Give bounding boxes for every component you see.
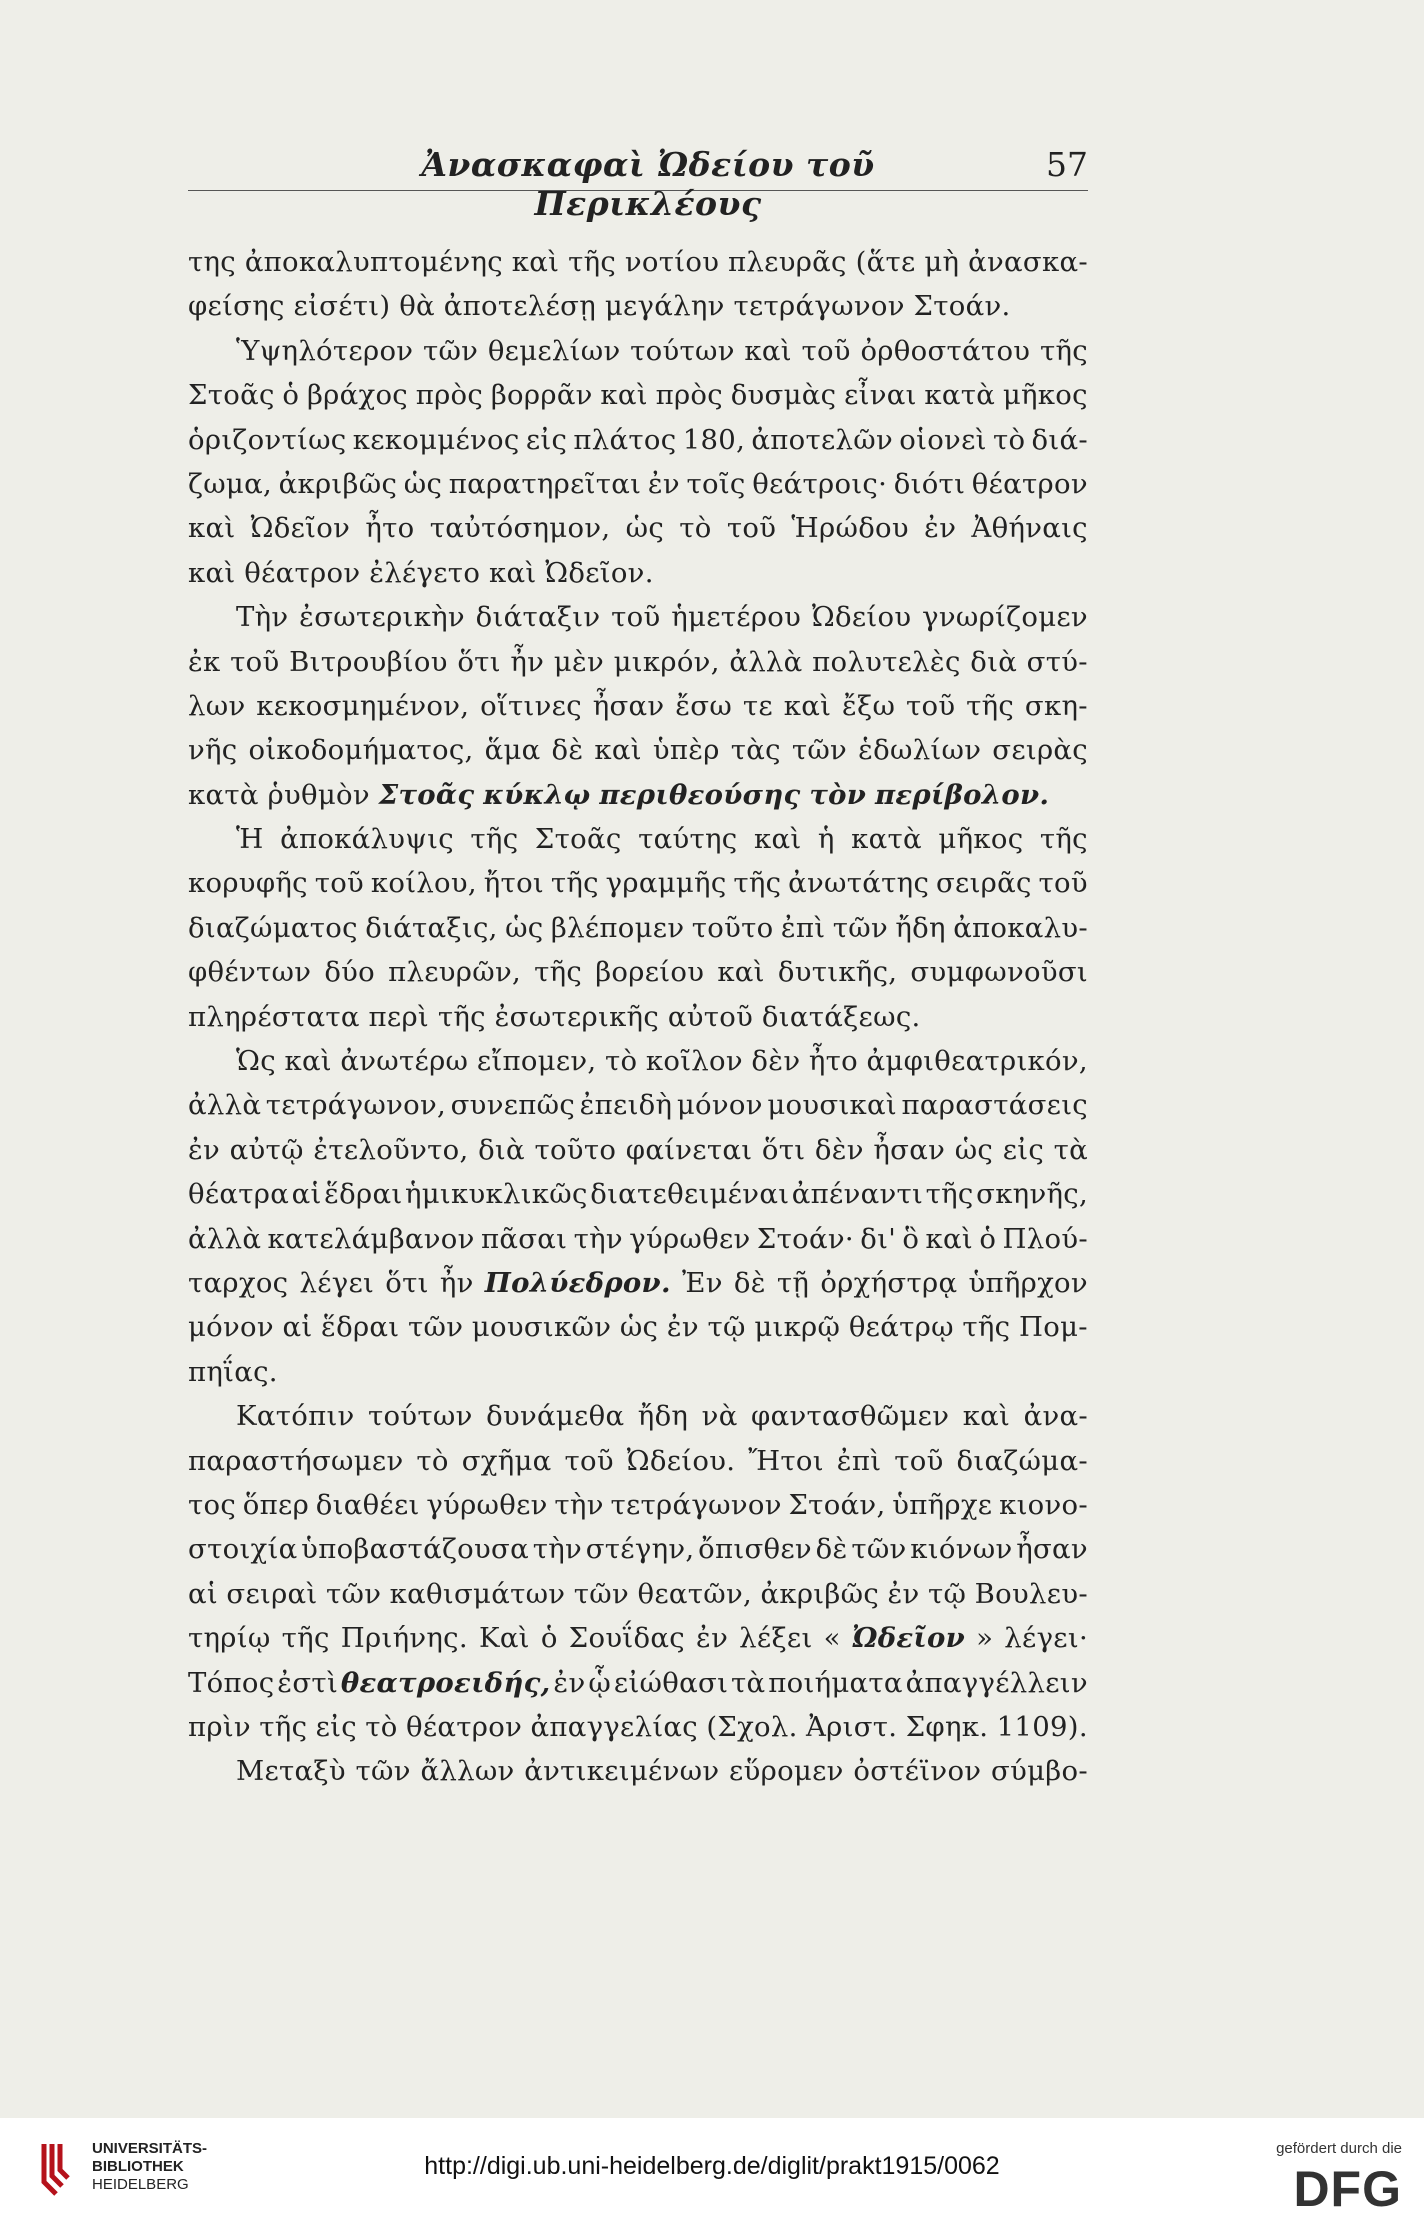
page-number: 57 [1046,145,1088,184]
dfg-logo: DFG [1293,2161,1402,2217]
text-line: Στοᾶς ὁ βράχος πρὸς βορρᾶν καὶ πρὸς δυσμὰς εἶναι κατὰ μῆκος [188,379,1088,412]
text-line: πηΐας. [188,1355,278,1388]
text-line: Μεταξὺ τῶν ἄλλων ἀντικειμένων εὕρομεν ὀστέϊνον σύμβο- [236,1755,1088,1788]
text-line: φθέντων δύο πλευρῶν, τῆς βορείου καὶ δυτικῆς, συμφωνοῦσι [188,956,1088,989]
text-line: Ὑψηλότερον τῶν θεμελίων τούτων καὶ τοῦ ὀρθοστάτου τῆς [236,334,1088,367]
text-line: καὶ θέατρον ἐλέγετο καὶ Ὠδεῖον. [188,556,654,589]
text-line: τηρίῳ τῆς Πριήνης. Καὶ ὁ Σουΐδας ἐν λέξει « Ὠδεῖον » λέγει· [188,1622,1088,1655]
running-title: Ἀνασκαφαὶ Ὠδείου τοῦ Περικλέους [421,145,875,223]
text-line: ἀλλὰ τετράγωνον, συνεπῶς ἐπειδὴ μόνον μουσικαὶ παραστάσεις [188,1089,1088,1122]
running-header [188,145,1088,223]
text-line: ταρχος λέγει ὅτι ἦν Πολύεδρον. Ἐν δὲ τῇ ὀρχήστρᾳ ὑπῆρχον [188,1266,1088,1299]
text-line: πρὶν τῆς εἰς τὸ θέατρον ἀπαγγελίας (Σχολ. Ἀριστ. Σφηκ. 1109). [188,1710,1088,1743]
text-line: Ἡ ἀποκάλυψις τῆς Στοᾶς ταύτης καὶ ἡ κατὰ μῆκος τῆς [236,823,1088,856]
text-line: νῆς οἰκοδομήματος, ἅμα δὲ καὶ ὑπὲρ τὰς τῶν ἑδωλίων σειρὰς [188,734,1088,767]
text-line: κατὰ ῥυθμὸν Στοᾶς κύκλῳ περιθεούσης τὸν περίβολον. [188,778,1050,811]
text-line: Κατόπιν τούτων δυνάμεθα ἤδη νὰ φαντασθῶμεν καὶ ἀνα- [236,1400,1088,1433]
text-line: θέατρα αἱ ἕδραι ἡμικυκλικῶς διατεθειμέναι ἀπέναντι τῆς σκηνῆς, [188,1178,1088,1211]
funding-label: gefördert durch die [1276,2140,1402,2157]
footer-bar [0,2118,1424,2224]
text-line: στοιχία ὑποβαστάζουσα τὴν στέγην, ὄπισθεν δὲ τῶν κιόνων ἦσαν [188,1533,1088,1566]
text-line: Ὡς καὶ ἀνωτέρω εἴπομεν, τὸ κοῖλον δὲν ἦτο ἀμφιθεατρικόν, [236,1045,1088,1078]
text-line: ζωμα, ἀκριβῶς ὡς παρατηρεῖται ἐν τοῖς θεάτροις· διότι θέατρον [188,467,1088,500]
text-line: ὁριζοντίως κεκομμένος εἰς πλάτος 180, ἀποτελῶν οἱονεὶ τὸ διά- [188,423,1088,456]
text-line: Τὴν ἐσωτερικὴν διάταξιν τοῦ ἡμετέρου Ὠδείου γνωρίζομεν [236,601,1088,634]
text-line: διαζώματος διάταξις, ὡς βλέπομεν τοῦτο ἐπὶ τῶν ἤδη ἀποκαλυ- [188,911,1088,944]
text-line: της ἀποκαλυπτομένης καὶ τῆς νοτίου πλευρᾶς (ἅτε μὴ ἀνασκα- [188,246,1088,278]
text-line: μόνον αἱ ἕδραι τῶν μουσικῶν ὡς ἐν τῷ μικρῷ θεάτρῳ τῆς Πομ- [188,1311,1088,1344]
library-name: UNIVERSITÄTS- BIBLIOTHEK HEIDELBERG [92,2140,208,2193]
text-line: αἱ σειραὶ τῶν καθισμάτων τῶν θεατῶν, ἀκριβῶς ἐν τῷ Βουλευ- [188,1577,1088,1610]
text-line: ἐκ τοῦ Βιτρουβίου ὅτι ἦν μὲν μικρόν, ἀλλὰ πολυτελὲς διὰ στύ- [188,645,1088,678]
text-line: ἐν αὐτῷ ἐτελοῦντο, διὰ τοῦτο φαίνεται ὅτι δὲν ἦσαν ὡς εἰς τὰ [188,1133,1088,1166]
text-line: φείσης εἰσέτι) θὰ ἀποτελέσῃ μεγάλην τετράγωνον Στοάν. [188,290,1011,323]
text-line: ἀλλὰ κατελάμβανον πᾶσαι τὴν γύρωθεν Στοάν· δι' ὃ καὶ ὁ Πλού- [188,1222,1088,1255]
digital-object-url[interactable]: http://digi.ub.uni-heidelberg.de/diglit/prakt1915/0062 [424,2152,1000,2180]
text-line: πληρέστατα περὶ τῆς ἐσωτερικῆς αὐτοῦ διατάξεως. [188,1000,921,1033]
body-text [188,240,1088,1794]
text-line: κορυφῆς τοῦ κοίλου, ἤτοι τῆς γραμμῆς τῆς ἀνωτάτης σειρᾶς τοῦ [188,867,1088,900]
text-line: παραστήσωμεν τὸ σχῆμα τοῦ Ὠδείου. Ἤτοι ἐπὶ τοῦ διαζώμα- [188,1444,1088,1477]
text-line: λων κεκοσμημένον, οἵτινες ἦσαν ἔσω τε καὶ ἔξω τοῦ τῆς σκη- [188,689,1088,722]
text-line: καὶ Ὠδεῖον ἦτο ταὐτόσημον, ὡς τὸ τοῦ Ἡρώδου ἐν Ἀθήναις [188,512,1088,545]
text-line: τος ὅπερ διαθέει γύρωθεν τὴν τετράγωνον Στοάν, ὑπῆρχε κιονο- [188,1488,1088,1521]
text-line: Τόπος ἐστὶ θεατροειδής, ἐν ᾧ εἰώθασι τὰ ποιήματα ἀπαγγέλλειν [188,1666,1088,1699]
